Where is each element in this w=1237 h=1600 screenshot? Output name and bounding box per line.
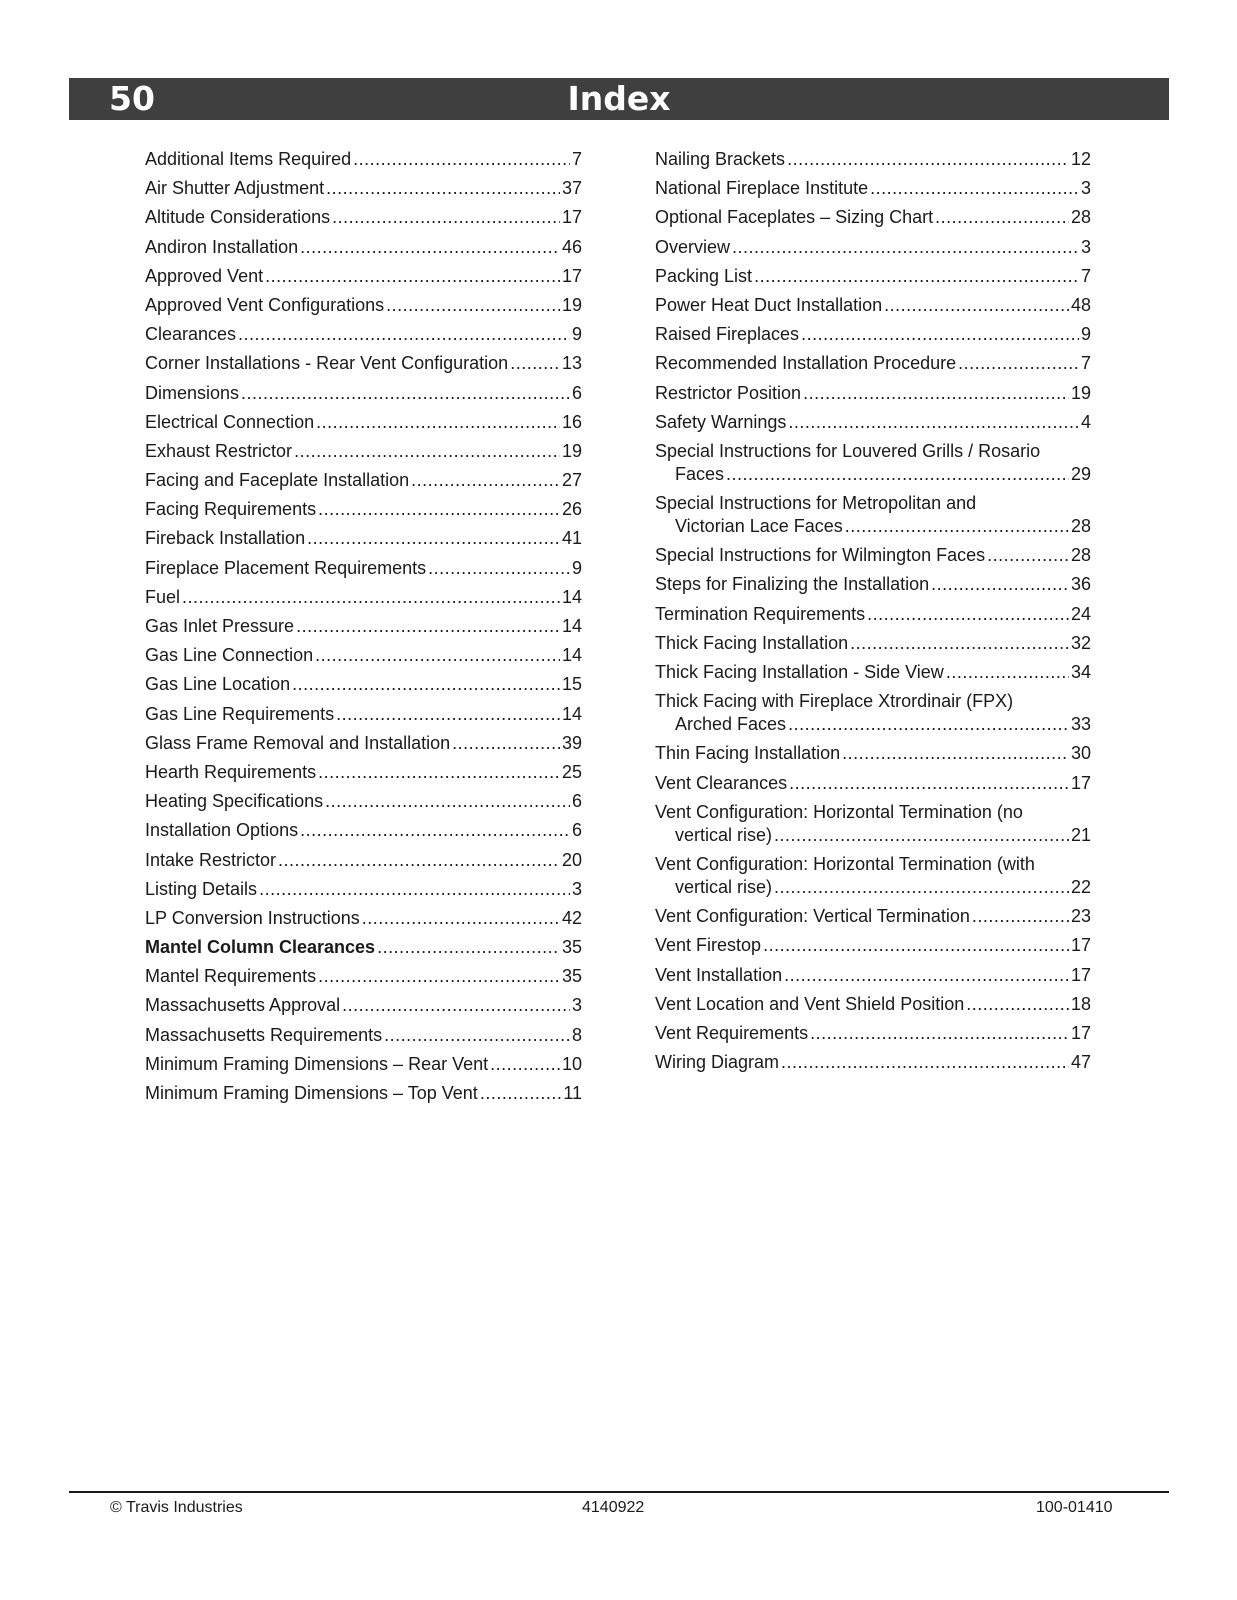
page-number: 50	[109, 79, 155, 118]
index-entry[interactable]	[145, 819, 582, 842]
index-entry[interactable]	[655, 772, 1091, 795]
index-entry-page: 19	[561, 440, 582, 461]
index-entry-page: 20	[561, 849, 582, 870]
index-entry-page: 35	[561, 937, 582, 958]
dot-leader	[774, 876, 1069, 899]
index-entry[interactable]	[145, 1053, 582, 1076]
index-entry-page: 48	[1070, 294, 1091, 315]
index-entry-label: Vent Location and Vent Shield Position	[655, 993, 965, 1014]
index-entry[interactable]	[655, 690, 1091, 736]
index-entry-label: Corner Installations - Rear Vent Configuration	[145, 353, 509, 374]
dot-leader	[182, 586, 560, 609]
dot-leader	[326, 177, 560, 200]
index-entry[interactable]	[145, 615, 582, 638]
index-entry-label: Massachusetts Requirements	[145, 1024, 383, 1045]
index-entry-page: 17	[1070, 964, 1091, 985]
dot-leader	[510, 352, 560, 375]
dot-leader	[763, 934, 1069, 957]
dot-leader	[278, 849, 560, 872]
index-entry-page: 8	[571, 1024, 582, 1045]
index-entry-label: Air Shutter Adjustment	[145, 178, 325, 199]
index-entry-label: Thick Facing Installation	[655, 632, 849, 653]
dot-leader	[377, 936, 560, 959]
dot-leader	[315, 644, 560, 667]
index-entry-label: Special Instructions for Metropolitan and	[655, 493, 977, 514]
index-entry-label: Steps for Finalizing the Installation	[655, 574, 930, 595]
dot-leader	[265, 265, 560, 288]
dot-leader	[789, 772, 1069, 795]
index-entry[interactable]	[655, 323, 1091, 346]
index-entry-page: 29	[1070, 463, 1091, 484]
index-entry[interactable]	[145, 878, 582, 901]
dot-leader	[850, 632, 1069, 655]
index-entry[interactable]	[655, 632, 1091, 655]
index-entry-label: Optional Faceplates – Sizing Chart	[655, 207, 934, 228]
index-entry-label-continued: Arched Faces	[675, 714, 787, 735]
index-entry-page: 17	[1070, 935, 1091, 956]
dot-leader	[774, 824, 1069, 847]
index-entry[interactable]	[655, 236, 1091, 259]
dot-leader	[972, 905, 1069, 928]
index-entry[interactable]	[145, 206, 582, 229]
index-entry[interactable]	[145, 265, 582, 288]
index-entry-label: Exhaust Restrictor	[145, 440, 293, 461]
dot-leader	[332, 206, 560, 229]
index-entry[interactable]	[145, 498, 582, 521]
index-entry[interactable]	[145, 994, 582, 1017]
index-entry-label: Gas Line Requirements	[145, 703, 335, 724]
dot-leader	[241, 382, 570, 405]
index-entry-label: Vent Configuration: Horizontal Termination (no	[655, 801, 1023, 822]
index-entry[interactable]	[655, 177, 1091, 200]
dot-leader	[353, 148, 570, 171]
index-entry[interactable]	[655, 742, 1091, 765]
footer-copyright: © Travis Industries	[110, 1499, 243, 1516]
dot-leader	[294, 440, 560, 463]
index-entry[interactable]	[655, 544, 1091, 567]
index-entry[interactable]	[145, 236, 582, 259]
index-entry-label: Additional Items Required	[145, 149, 352, 169]
index-entry-label: Minimum Framing Dimensions – Rear Vent	[145, 1053, 489, 1074]
index-column-right	[655, 148, 1091, 1080]
index-entry[interactable]	[145, 323, 582, 346]
index-entry-label: Thick Facing Installation - Side View	[655, 662, 944, 682]
dot-leader	[870, 177, 1079, 200]
index-entry-label: Intake Restrictor	[145, 849, 277, 870]
index-entry-page: 28	[1070, 207, 1091, 228]
dot-leader	[788, 713, 1069, 736]
index-entry[interactable]	[145, 294, 582, 317]
index-entry[interactable]	[145, 177, 582, 200]
dot-leader	[842, 742, 1069, 765]
dot-leader	[300, 236, 560, 259]
index-entry-page: 9	[1080, 324, 1091, 345]
index-entry-label: Approved Vent Configurations	[145, 294, 385, 315]
index-entry-label-continued: vertical rise)	[675, 824, 773, 845]
dot-leader	[754, 265, 1079, 288]
index-entry[interactable]	[655, 1051, 1091, 1074]
dot-leader	[931, 573, 1069, 596]
dot-leader	[884, 294, 1069, 317]
index-entry[interactable]	[145, 411, 582, 434]
index-entry-page: 21	[1070, 824, 1091, 845]
index-entry-page: 11	[563, 1083, 582, 1103]
dot-leader	[292, 673, 560, 696]
index-entry-label: LP Conversion Instructions	[145, 907, 360, 928]
index-entry-page: 12	[1070, 149, 1091, 169]
index-entry-page: 19	[561, 294, 582, 315]
index-entry-label: National Fireplace Institute	[655, 178, 869, 199]
page-header	[69, 78, 1169, 120]
index-entry-page: 6	[571, 820, 582, 841]
index-entry-label: Installation Options	[145, 820, 299, 841]
dot-leader	[784, 964, 1069, 987]
index-entry-page: 19	[1070, 382, 1091, 403]
dot-leader	[732, 236, 1079, 259]
index-entry-page: 3	[571, 995, 582, 1016]
index-entry-label: Listing Details	[145, 878, 258, 899]
index-entry[interactable]	[145, 1082, 582, 1105]
index-entry-page: 30	[1070, 743, 1091, 764]
index-entry-label: Hearth Requirements	[145, 761, 317, 782]
index-entry-page: 3	[571, 878, 582, 899]
index-entry-page: 24	[1070, 603, 1091, 624]
dot-leader	[801, 323, 1079, 346]
index-entry-label-continued: vertical rise)	[675, 876, 773, 897]
dot-leader	[958, 352, 1079, 375]
index-entry[interactable]	[655, 206, 1091, 229]
dot-leader	[259, 878, 570, 901]
index-entry-page: 26	[561, 499, 582, 520]
page-title: Index	[567, 79, 671, 118]
index-entry[interactable]	[145, 936, 582, 959]
index-entry-page: 3	[1080, 236, 1091, 257]
index-entry-page: 23	[1070, 906, 1091, 927]
index-entry[interactable]	[655, 934, 1091, 957]
dot-leader	[452, 732, 560, 755]
index-entry[interactable]	[655, 352, 1091, 375]
index-entry-label: Mantel Column Clearances	[145, 937, 376, 958]
index-entry[interactable]	[145, 673, 582, 696]
index-entry-label: Andiron Installation	[145, 236, 299, 257]
index-entry-label: Packing List	[655, 265, 753, 286]
index-entry-page: 7	[1080, 265, 1091, 286]
index-entry-label: Thick Facing with Fireplace Xtrordinair (FPX)	[655, 691, 1014, 712]
index-entry[interactable]	[145, 352, 582, 375]
dot-leader	[787, 148, 1069, 171]
index-entry[interactable]	[655, 148, 1091, 171]
index-entry-page: 13	[561, 353, 582, 374]
dot-leader	[867, 603, 1069, 626]
dot-leader	[384, 1024, 570, 1047]
index-entry-label: Raised Fireplaces	[655, 324, 800, 345]
index-entry-page: 9	[571, 557, 582, 578]
index-entry-page: 3	[1080, 178, 1091, 199]
dot-leader	[296, 615, 560, 638]
index-entry-page: 9	[571, 324, 582, 345]
index-entry[interactable]	[145, 148, 582, 171]
footer-part-number: 100-01410	[1036, 1499, 1113, 1516]
dot-leader	[788, 411, 1079, 434]
index-entry[interactable]	[655, 905, 1091, 928]
index-entry-label: Heating Specifications	[145, 791, 324, 812]
index-entry-label: Gas Line Location	[145, 674, 291, 695]
index-entry-page: 6	[571, 791, 582, 812]
index-entry[interactable]	[145, 732, 582, 755]
index-entry-page: 32	[1070, 632, 1091, 653]
index-entry-label: Vent Configuration: Horizontal Termination (with	[655, 853, 1035, 874]
index-entry-label: Facing Requirements	[145, 499, 317, 520]
index-entry[interactable]	[655, 853, 1091, 899]
index-entry-page: 33	[1070, 714, 1091, 735]
index-entry-label: Facing and Faceplate Installation	[145, 470, 410, 491]
dot-leader	[318, 761, 560, 784]
dot-leader	[238, 323, 570, 346]
index-entry-page: 17	[561, 265, 582, 286]
dot-leader	[966, 993, 1069, 1016]
index-entry-label: Electrical Connection	[145, 411, 315, 432]
dot-leader	[307, 527, 560, 550]
index-column-left	[145, 148, 582, 1111]
index-entry-page: 15	[561, 674, 582, 695]
index-entry-label: Vent Installation	[655, 964, 783, 985]
index-entry[interactable]	[145, 382, 582, 405]
index-entry-label: Gas Inlet Pressure	[145, 616, 295, 636]
index-entry-label: Vent Requirements	[655, 1022, 809, 1043]
footer-divider	[69, 1491, 1169, 1493]
dot-leader	[300, 819, 570, 842]
index-entry-page: 17	[561, 207, 582, 228]
index-entry[interactable]	[655, 573, 1091, 596]
dot-leader	[946, 661, 1069, 684]
index-entry[interactable]	[145, 849, 582, 872]
index-entry[interactable]	[655, 382, 1091, 405]
dot-leader	[490, 1053, 560, 1076]
index-entry-label: Safety Warnings	[655, 411, 787, 432]
index-entry-page: 36	[1070, 574, 1091, 595]
index-entry[interactable]	[145, 907, 582, 930]
dot-leader	[316, 411, 560, 434]
index-entry-page: 28	[1070, 545, 1091, 566]
dot-leader	[480, 1082, 562, 1105]
index-entry-label: Altitude Considerations	[145, 207, 331, 228]
index-entry-page: 27	[561, 470, 582, 491]
index-entry-page: 10	[561, 1053, 582, 1074]
index-entry-label: Wiring Diagram	[655, 1052, 780, 1073]
index-entry-label: Vent Firestop	[655, 935, 762, 956]
index-entry-page: 7	[1080, 353, 1091, 374]
index-entry-page: 7	[571, 149, 582, 169]
index-entry[interactable]	[145, 586, 582, 609]
index-entry-label: Vent Configuration: Vertical Termination	[655, 906, 970, 927]
dot-leader	[411, 469, 560, 492]
index-entry-page: 14	[561, 703, 582, 724]
index-entry[interactable]	[145, 557, 582, 580]
index-entry[interactable]	[145, 644, 582, 667]
index-entry[interactable]	[655, 294, 1091, 317]
dot-leader	[803, 382, 1069, 405]
index-entry-page: 46	[561, 236, 582, 257]
index-entry-label: Minimum Framing Dimensions – Top Vent	[145, 1083, 478, 1103]
index-entry-page: 14	[561, 616, 582, 636]
index-entry-label: Fireback Installation	[145, 528, 306, 549]
index-entry-label: Fireplace Placement Requirements	[145, 557, 427, 578]
index-entry[interactable]	[655, 492, 1091, 538]
index-entry-page: 16	[561, 411, 582, 432]
footer-doc-number: 4140922	[582, 1499, 645, 1516]
index-entry-label: Restrictor Position	[655, 382, 802, 403]
index-entry-page: 39	[561, 732, 582, 753]
index-entry-page: 17	[1070, 1022, 1091, 1043]
dot-leader	[318, 498, 560, 521]
index-entry-page: 34	[1070, 662, 1091, 682]
dot-leader	[318, 965, 560, 988]
index-entry-label: Mantel Requirements	[145, 966, 317, 987]
index-entry-label: Overview	[655, 236, 731, 257]
index-entry-page: 37	[561, 178, 582, 199]
index-entry-page: 42	[561, 907, 582, 928]
index-entry-label: Vent Clearances	[655, 772, 788, 793]
index-entry[interactable]	[145, 761, 582, 784]
dot-leader	[845, 515, 1069, 538]
index-entry-page: 47	[1070, 1052, 1091, 1073]
index-entry[interactable]	[655, 661, 1091, 684]
dot-leader	[428, 557, 570, 580]
dot-leader	[362, 907, 560, 930]
index-entry-label-continued: Faces	[675, 463, 725, 484]
index-entry-label: Power Heat Duct Installation	[655, 294, 883, 315]
index-entry-label: Massachusetts Approval	[145, 995, 341, 1016]
dot-leader	[810, 1022, 1069, 1045]
index-entry-label: Fuel	[145, 586, 181, 607]
index-entry[interactable]	[145, 790, 582, 813]
index-entry-label: Special Instructions for Louvered Grills / Rosario	[655, 440, 1041, 461]
index-entry-page: 4	[1080, 411, 1091, 432]
dot-leader	[336, 703, 560, 726]
dot-leader	[987, 544, 1069, 567]
index-entry-page: 18	[1070, 993, 1091, 1014]
index-entry-label: Clearances	[145, 324, 237, 345]
index-entry[interactable]	[655, 964, 1091, 987]
index-entry[interactable]	[145, 703, 582, 726]
index-entry-page: 35	[561, 966, 582, 987]
index-entry-page: 14	[561, 645, 582, 666]
dot-leader	[386, 294, 560, 317]
index-entry[interactable]	[145, 527, 582, 550]
index-entry[interactable]	[655, 603, 1091, 626]
index-entry-page: 25	[561, 761, 582, 782]
index-entry-label: Gas Line Connection	[145, 645, 314, 666]
index-entry[interactable]	[145, 1024, 582, 1047]
index-entry[interactable]	[145, 469, 582, 492]
index-entry-page: 14	[561, 586, 582, 607]
index-entry[interactable]	[145, 440, 582, 463]
index-entry[interactable]	[655, 411, 1091, 434]
index-entry[interactable]	[655, 993, 1091, 1016]
index-entry-label: Approved Vent	[145, 265, 264, 286]
index-entry-label-continued: Victorian Lace Faces	[675, 516, 843, 537]
dot-leader	[781, 1051, 1069, 1074]
dot-leader	[726, 463, 1069, 486]
index-entry-page: 17	[1070, 772, 1091, 793]
index-entry[interactable]	[655, 265, 1091, 288]
index-entry-label: Dimensions	[145, 382, 240, 403]
dot-leader	[342, 994, 570, 1017]
index-entry-label: Nailing Brackets	[655, 149, 786, 169]
index-entry[interactable]	[655, 440, 1091, 486]
index-entry[interactable]	[655, 801, 1091, 847]
index-entry[interactable]	[655, 1022, 1091, 1045]
dot-leader	[325, 790, 570, 813]
index-entry-page: 22	[1070, 876, 1091, 897]
index-entry-label: Thin Facing Installation	[655, 743, 841, 764]
index-entry-label: Glass Frame Removal and Installation	[145, 732, 451, 753]
index-entry-label: Termination Requirements	[655, 603, 866, 624]
index-entry[interactable]	[145, 965, 582, 988]
index-entry-label: Special Instructions for Wilmington Faces	[655, 545, 986, 566]
index-entry-page: 28	[1070, 516, 1091, 537]
index-entry-page: 41	[561, 528, 582, 549]
dot-leader	[935, 206, 1069, 229]
index-entry-label: Recommended Installation Procedure	[655, 353, 957, 374]
index-entry-page: 6	[571, 382, 582, 403]
